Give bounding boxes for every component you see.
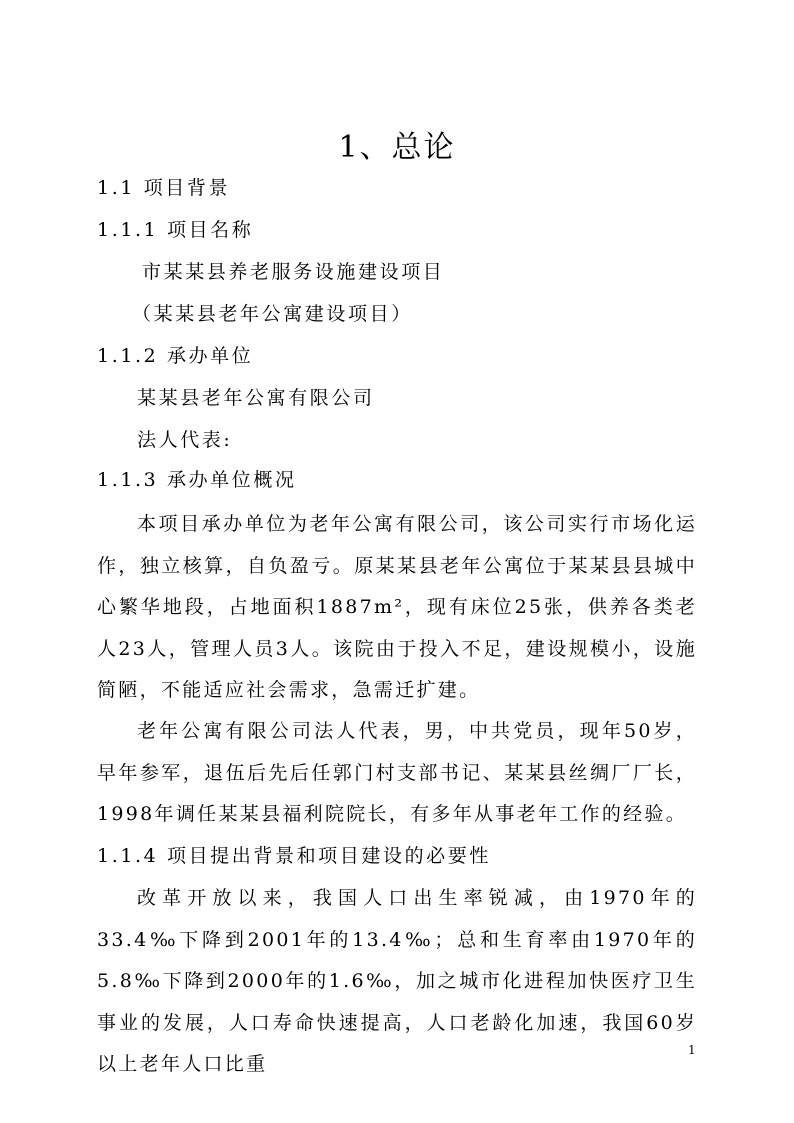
- section-heading-1-1-4: 1.1.4 项目提出背景和项目建设的必要性: [97, 845, 491, 867]
- legal-representative-label: 法人代表:: [137, 429, 233, 451]
- project-name: 市某某县养老服务设施建设项目: [142, 261, 445, 283]
- undertaking-unit: 某某县老年公寓有限公司: [137, 387, 375, 409]
- page-number: 1: [688, 1043, 696, 1057]
- chapter-title: 1、总论: [338, 130, 456, 165]
- paragraph-unit-overview: 本项目承办单位为老年公寓有限公司，该公司实行市场化运作，独立核算，自负盈亏。原某某县老年公寓位于某某县县城中心繁华地段，占地面积1887m²，现有床位25张，供养各类老人23人，管理人员3人。该院由于投入不足，建设规模小，设施简陋，不能适应社会需求，急需迁扩建。: [97, 513, 697, 701]
- paragraph-project-background: 改革开放以来，我国人口出生率锐减，由1970年的33.4‰下降到2001年的13.4‰；总和生育率由1970年的5.8‰下降到2000年的1.6‰，加之城市化进程加快医疗卫生事业的发展，人口寿命快速提高，人口老龄化加速，我国60岁以上老年人口比重: [97, 887, 697, 1075]
- paragraph-legal-representative: 老年公寓有限公司法人代表，男，中共党员，现年50岁，早年参军，退伍后先后任郭门村支部书记、某某县丝绸厂厂长，1998年调任某某县福利院院长，有多年从事老年工作的经验。: [97, 720, 697, 825]
- section-heading-1-1-3: 1.1.3 承办单位概况: [97, 469, 297, 491]
- project-alt-name: （某某县老年公寓建设项目）: [132, 303, 413, 325]
- section-heading-1-1-2: 1.1.2 承办单位: [97, 345, 254, 367]
- section-heading-1-1: 1.1 项目背景: [97, 177, 231, 199]
- section-heading-1-1-1: 1.1.1 项目名称: [97, 219, 254, 241]
